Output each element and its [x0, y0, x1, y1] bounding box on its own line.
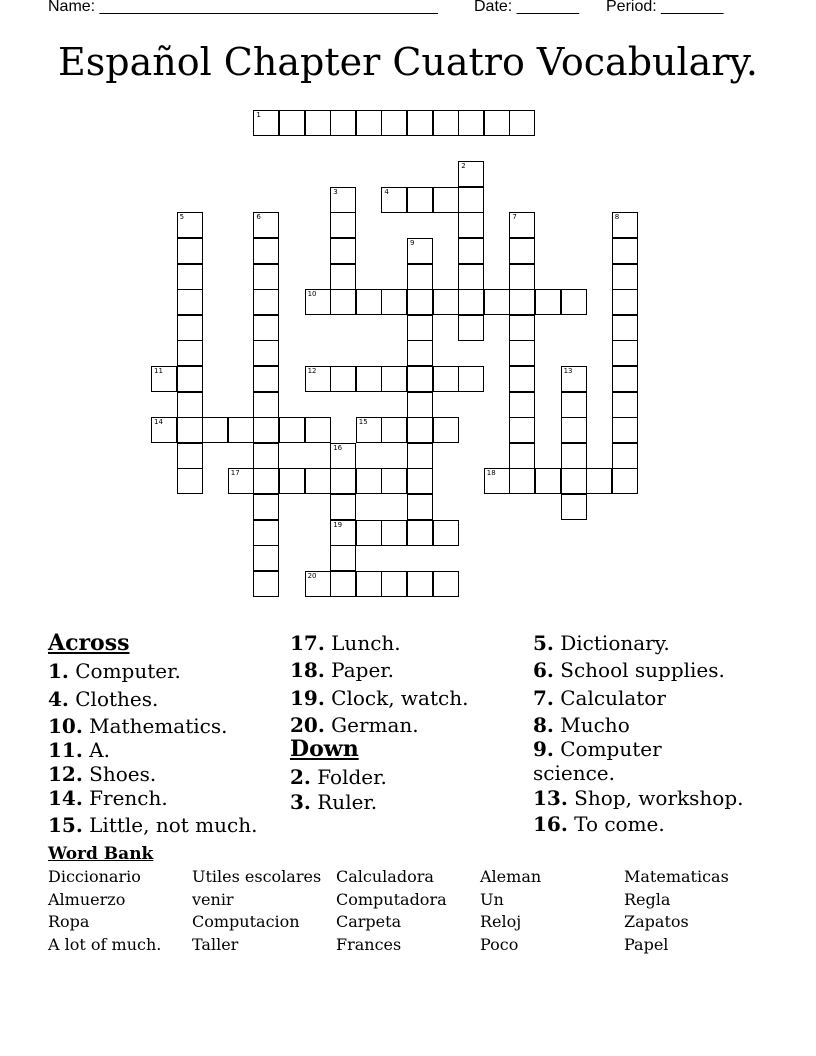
grid-cell[interactable] [253, 520, 279, 546]
grid-cell[interactable] [561, 417, 587, 443]
clue-item [48, 786, 168, 810]
clue-number: 8 [614, 213, 620, 222]
grid-cell[interactable] [177, 366, 203, 392]
grid-cell[interactable] [561, 392, 587, 418]
clue-item [290, 790, 377, 814]
grid-cell[interactable] [433, 289, 459, 315]
clue-text: Ruler. [310, 790, 378, 814]
clue-text: Clothes. [68, 687, 159, 711]
grid-cell[interactable] [330, 443, 356, 469]
grid-cell[interactable] [561, 289, 587, 315]
grid-cell[interactable] [407, 289, 433, 315]
clue-item [533, 761, 615, 785]
grid-cell[interactable] [381, 187, 407, 213]
grid-cell[interactable] [509, 238, 535, 264]
grid-cell[interactable] [407, 110, 433, 136]
clue-item [290, 631, 401, 655]
clue-text: Lunch. [324, 631, 401, 655]
word-bank-item: Regla [624, 890, 671, 909]
clue-item [290, 713, 419, 737]
grid-cell[interactable] [458, 289, 484, 315]
grid-cell[interactable] [509, 315, 535, 341]
clue-text: French. [82, 786, 168, 810]
word-bank-item: Frances [336, 935, 402, 954]
grid-cell[interactable] [381, 110, 407, 136]
clue-number: 19 [333, 520, 343, 529]
grid-cell[interactable] [381, 289, 407, 315]
period-field[interactable]: Period: _______ [606, 0, 724, 15]
grid-cell[interactable] [330, 571, 356, 597]
clue-number: 7 [512, 213, 517, 222]
grid-cell[interactable] [612, 340, 638, 366]
clue-number: 20. [290, 713, 325, 737]
clue-number: 12 [307, 367, 317, 375]
grid-cell[interactable] [458, 366, 484, 392]
grid-cell[interactable] [202, 417, 228, 443]
clue-number: 6 [256, 213, 261, 222]
word-bank-item: Poco [480, 935, 519, 954]
clue-item [48, 659, 181, 683]
grid-cell[interactable] [330, 238, 356, 264]
clue-number: 3 [333, 187, 338, 196]
grid-cell[interactable] [433, 417, 459, 443]
word-bank-item: Matematicas [624, 867, 729, 886]
grid-cell[interactable] [177, 289, 203, 315]
clue-text: Clock, watch. [324, 686, 469, 710]
clue-number: 9. [533, 737, 554, 761]
grid-cell[interactable] [253, 238, 279, 264]
grid-cell[interactable] [612, 315, 638, 341]
clue-number: 18 [486, 469, 496, 478]
grid-cell[interactable] [253, 212, 279, 238]
clue-number: 17 [230, 469, 240, 478]
grid-cell[interactable] [433, 366, 459, 392]
clue-item [533, 658, 725, 682]
word-bank-item: Un [480, 890, 504, 909]
clue-number: 11. [48, 738, 83, 762]
date-field[interactable]: Date: _______ [474, 0, 579, 15]
clue-text: Calculator [553, 686, 666, 710]
grid-cell[interactable] [458, 161, 484, 187]
grid-cell[interactable] [433, 110, 459, 136]
clue-number: 12. [48, 762, 83, 786]
grid-cell[interactable] [407, 238, 433, 264]
clue-number: 3. [290, 790, 311, 814]
page-title: Español Chapter Cuatro Vocabulary. [58, 40, 758, 84]
header [48, 0, 768, 20]
word-bank-item: A lot of much. [48, 935, 162, 954]
grid-cell[interactable] [177, 417, 203, 443]
grid-cell[interactable] [330, 110, 356, 136]
clue-item [290, 686, 468, 710]
grid-cell[interactable] [228, 468, 254, 494]
grid-cell[interactable] [381, 366, 407, 392]
grid-cell[interactable] [458, 264, 484, 290]
name-field[interactable]: Name: ______________________________________ [48, 0, 438, 15]
clue-item [533, 631, 670, 655]
grid-cell[interactable] [407, 417, 433, 443]
grid-cell[interactable] [253, 392, 279, 418]
grid-cell[interactable] [151, 366, 177, 392]
clue-item [48, 687, 158, 711]
grid-cell[interactable] [356, 110, 382, 136]
grid-cell[interactable] [305, 110, 331, 136]
word-bank-item: Calculadora [336, 867, 434, 886]
clue-text: Paper. [324, 658, 394, 682]
clue-item [533, 713, 630, 737]
clue-number: 10. [48, 714, 83, 738]
grid-cell[interactable] [356, 520, 382, 546]
clue-text: A. [82, 738, 110, 762]
grid-cell[interactable] [407, 443, 433, 469]
grid-cell[interactable] [509, 366, 535, 392]
clue-item [48, 714, 227, 738]
clue-number: 14 [154, 418, 163, 427]
grid-cell[interactable] [484, 468, 510, 494]
grid-cell[interactable] [484, 289, 510, 315]
grid-cell[interactable] [253, 494, 279, 520]
clue-number: 15 [358, 418, 368, 427]
clue-number: 19. [290, 686, 325, 710]
clue-number: 13 [563, 367, 573, 375]
clue-text: Little, not much. [82, 813, 258, 837]
word-bank-item: Carpeta [336, 912, 402, 931]
clue-number: 17. [290, 631, 325, 655]
grid-cell[interactable] [177, 340, 203, 366]
word-bank-item: Aleman [480, 867, 542, 886]
clue-text: Computer. [68, 659, 181, 683]
grid-cell[interactable] [279, 417, 305, 443]
grid-cell[interactable] [330, 520, 356, 546]
grid-cell[interactable] [612, 366, 638, 392]
grid-cell[interactable] [177, 238, 203, 264]
clue-text: Mathematics. [82, 714, 228, 738]
grid-cell[interactable] [535, 468, 561, 494]
grid-cell[interactable] [381, 571, 407, 597]
grid-cell[interactable] [433, 571, 459, 597]
clue-number: 20 [307, 571, 317, 580]
word-bank-item: Papel [624, 935, 669, 954]
grid-cell[interactable] [177, 443, 203, 469]
clue-text: German. [324, 713, 419, 737]
clue-number: 16. [533, 812, 568, 836]
grid-cell[interactable] [612, 443, 638, 469]
clue-text: Mucho [553, 713, 630, 737]
grid-cell[interactable] [458, 238, 484, 264]
grid-cell[interactable] [407, 468, 433, 494]
grid-cell[interactable] [356, 571, 382, 597]
grid-cell[interactable] [305, 571, 331, 597]
clue-number: 8. [533, 713, 554, 737]
clue-number: 9 [410, 239, 415, 247]
grid-cell[interactable] [253, 110, 279, 136]
clue-text: To come. [567, 812, 665, 836]
clue-number: 15. [48, 813, 83, 837]
clue-item [533, 737, 662, 761]
clue-item [533, 686, 666, 710]
word-bank-item: Zapatos [624, 912, 689, 931]
grid-cell[interactable] [381, 520, 407, 546]
clue-number: 5. [533, 631, 554, 655]
clue-number: 18. [290, 658, 325, 682]
clue-number: 14. [48, 786, 83, 810]
grid-cell[interactable] [177, 468, 203, 494]
word-bank-item: Computadora [336, 890, 447, 909]
grid-cell[interactable] [612, 417, 638, 443]
clue-section-heading: Down [290, 736, 359, 762]
grid-cell[interactable] [433, 187, 459, 213]
grid-cell[interactable] [381, 417, 407, 443]
grid-cell[interactable] [330, 289, 356, 315]
clue-number: 13. [533, 786, 568, 810]
grid-cell[interactable] [458, 315, 484, 341]
grid-cell[interactable] [509, 443, 535, 469]
grid-cell[interactable] [253, 417, 279, 443]
word-bank-item: venir [192, 890, 234, 909]
clue-number: 4. [48, 687, 69, 711]
grid-cell[interactable] [381, 468, 407, 494]
grid-cell[interactable] [407, 494, 433, 520]
clue-number: 11 [154, 367, 163, 375]
clue-text: Folder. [310, 765, 387, 789]
grid-cell[interactable] [356, 289, 382, 315]
clue-text: science. [533, 761, 615, 785]
clue-item [290, 658, 394, 682]
grid-cell[interactable] [612, 468, 638, 494]
grid-cell[interactable] [509, 392, 535, 418]
word-bank-item: Taller [192, 935, 239, 954]
grid-cell[interactable] [177, 212, 203, 238]
word-bank-item: Ropa [48, 912, 90, 931]
grid-cell[interactable] [407, 392, 433, 418]
grid-cell[interactable] [407, 315, 433, 341]
clue-number: 2. [290, 765, 311, 789]
grid-cell[interactable] [356, 366, 382, 392]
grid-cell[interactable] [330, 366, 356, 392]
clue-text: Computer [553, 737, 662, 761]
clue-text: School supplies. [553, 658, 725, 682]
grid-cell[interactable] [458, 212, 484, 238]
grid-cell[interactable] [612, 289, 638, 315]
grid-cell[interactable] [228, 417, 254, 443]
grid-cell[interactable] [407, 571, 433, 597]
clue-item [290, 765, 387, 789]
grid-cell[interactable] [177, 392, 203, 418]
grid-cell[interactable] [253, 366, 279, 392]
grid-cell[interactable] [253, 315, 279, 341]
grid-cell[interactable] [458, 187, 484, 213]
grid-cell[interactable] [253, 468, 279, 494]
grid-cell[interactable] [407, 366, 433, 392]
grid-cell[interactable] [330, 468, 356, 494]
grid-cell[interactable] [433, 520, 459, 546]
grid-cell[interactable] [305, 468, 331, 494]
grid-cell[interactable] [330, 187, 356, 213]
clue-number: 1 [256, 111, 261, 119]
grid-cell[interactable] [253, 443, 279, 469]
clue-item [48, 738, 110, 762]
grid-cell[interactable] [612, 212, 638, 238]
grid-cell[interactable] [561, 366, 587, 392]
grid-cell[interactable] [330, 494, 356, 520]
grid-cell[interactable] [407, 340, 433, 366]
word-bank-title: Word Bank [48, 844, 154, 864]
clue-number: 16 [333, 443, 343, 452]
grid-cell[interactable] [407, 187, 433, 213]
grid-cell[interactable] [151, 417, 177, 443]
word-bank-item: Reloj [480, 912, 522, 931]
grid-cell[interactable] [253, 340, 279, 366]
grid-cell[interactable] [561, 468, 587, 494]
grid-cell[interactable] [356, 417, 382, 443]
grid-cell[interactable] [612, 238, 638, 264]
clue-text: Dictionary. [553, 631, 670, 655]
clue-number: 10 [307, 290, 317, 299]
grid-cell[interactable] [305, 417, 331, 443]
grid-cell[interactable] [561, 443, 587, 469]
clue-text: Shoes. [82, 762, 157, 786]
grid-cell[interactable] [535, 289, 561, 315]
grid-cell[interactable] [612, 264, 638, 290]
clue-item [48, 813, 257, 837]
clue-number: 1. [48, 659, 69, 683]
grid-cell[interactable] [458, 110, 484, 136]
grid-cell[interactable] [586, 468, 612, 494]
grid-cell[interactable] [509, 468, 535, 494]
clue-number: 4 [384, 187, 389, 196]
word-bank-item: Diccionario [48, 867, 141, 886]
grid-cell[interactable] [253, 289, 279, 315]
grid-cell[interactable] [509, 110, 535, 136]
grid-cell[interactable] [279, 110, 305, 136]
grid-cell[interactable] [509, 212, 535, 238]
clue-number: 7. [533, 686, 554, 710]
grid-cell[interactable] [253, 264, 279, 290]
grid-cell[interactable] [330, 545, 356, 571]
grid-cell[interactable] [279, 468, 305, 494]
clue-item [48, 762, 156, 786]
clue-item [533, 812, 665, 836]
grid-cell[interactable] [484, 110, 510, 136]
grid-cell[interactable] [509, 417, 535, 443]
grid-cell[interactable] [407, 264, 433, 290]
grid-cell[interactable] [330, 212, 356, 238]
grid-cell[interactable] [177, 315, 203, 341]
grid-cell[interactable] [509, 289, 535, 315]
grid-cell[interactable] [253, 545, 279, 571]
grid-cell[interactable] [330, 264, 356, 290]
word-bank-item: Almuerzo [48, 890, 126, 909]
grid-cell[interactable] [509, 340, 535, 366]
grid-cell[interactable] [177, 264, 203, 290]
clue-item [533, 786, 743, 810]
clue-section-heading: Across [48, 630, 130, 656]
grid-cell[interactable] [407, 520, 433, 546]
grid-cell[interactable] [561, 494, 587, 520]
word-bank-item: Utiles escolares [192, 867, 322, 886]
grid-cell[interactable] [509, 264, 535, 290]
word-bank-item: Computacion [192, 912, 300, 931]
grid-cell[interactable] [305, 289, 331, 315]
clue-number: 2 [461, 162, 466, 171]
grid-cell[interactable] [253, 571, 279, 597]
grid-cell[interactable] [305, 366, 331, 392]
clue-text: Shop, workshop. [567, 786, 744, 810]
clue-number: 6. [533, 658, 554, 682]
grid-cell[interactable] [612, 392, 638, 418]
grid-cell[interactable] [356, 468, 382, 494]
clue-number: 5 [179, 213, 185, 222]
